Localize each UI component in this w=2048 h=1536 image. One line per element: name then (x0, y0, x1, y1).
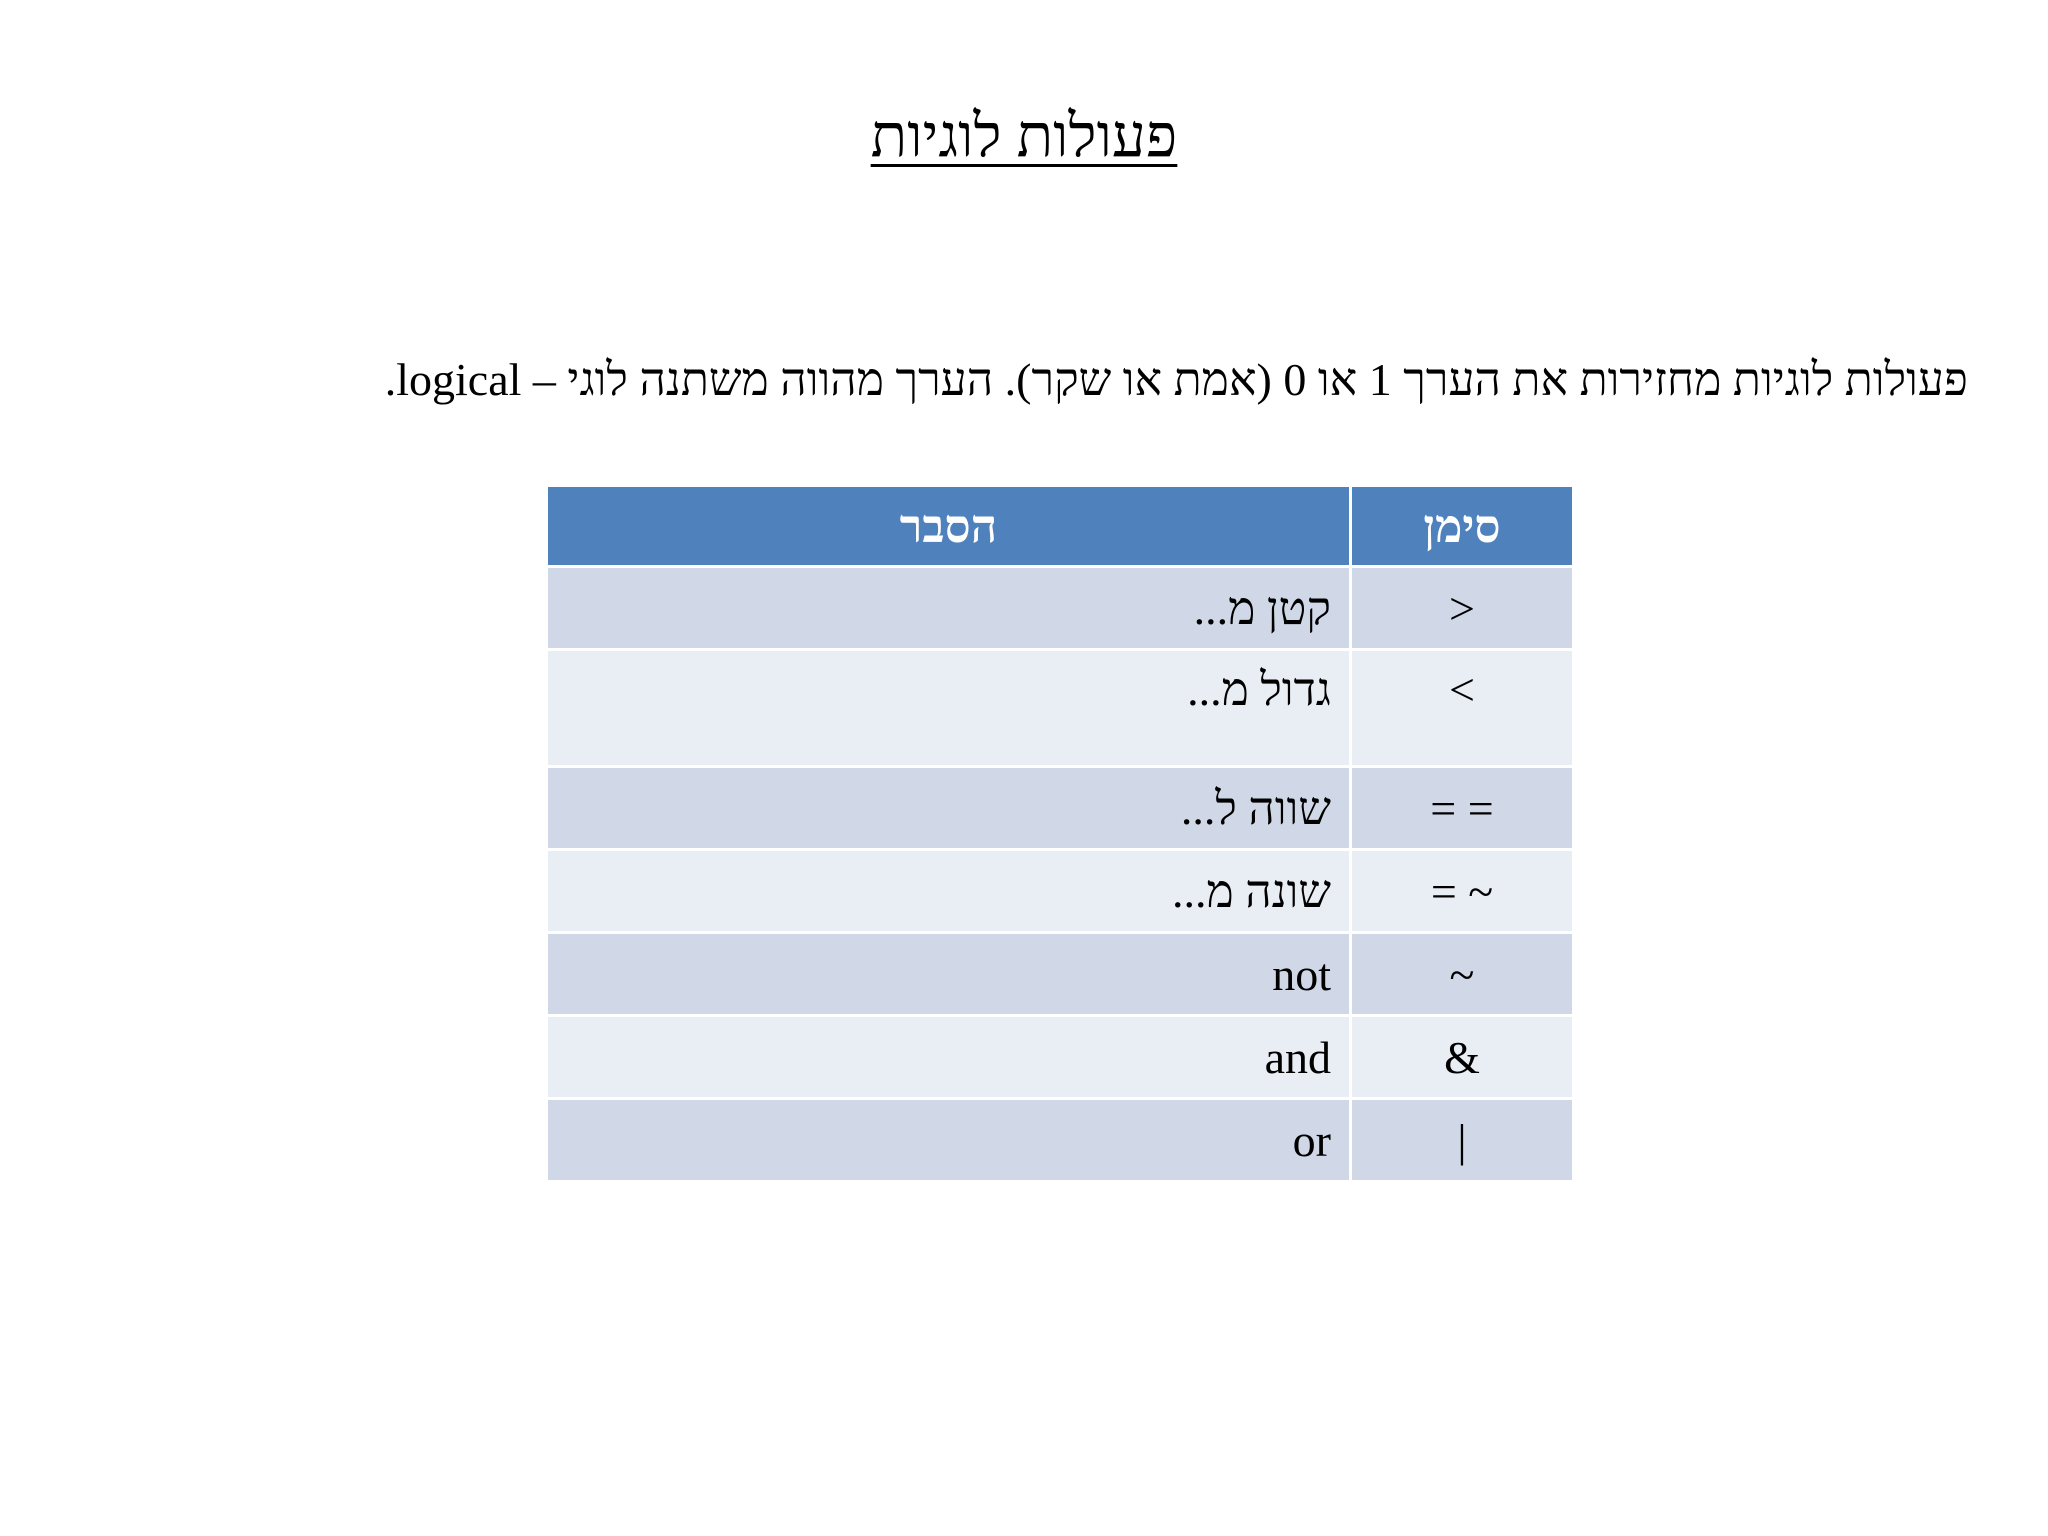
symbol-cell: = = (1351, 767, 1574, 850)
table-row (547, 767, 1574, 850)
explanation-cell: or (547, 1099, 1351, 1182)
slide-title: פעולות לוגיות (870, 103, 1178, 169)
symbol-cell: & (1351, 1016, 1574, 1099)
symbol-cell: ~ (1351, 933, 1574, 1016)
symbol-cell: < (1351, 567, 1574, 650)
header-explanation: הסבר (547, 486, 1351, 567)
logical-operators-table (545, 484, 1575, 1183)
intro-text: פעולות לוגיות מחזירות את הערך 1 או 0 (אמת או שקר). הערך מהווה משתנה לוגי – logical. (384, 354, 1968, 405)
table-row (547, 1099, 1574, 1182)
table-row (547, 1016, 1574, 1099)
table-row (547, 933, 1574, 1016)
table-row (547, 650, 1574, 767)
table-row (547, 567, 1574, 650)
table-header-row (547, 486, 1574, 567)
symbol-cell: > (1351, 650, 1574, 767)
explanation-cell: not (547, 933, 1351, 1016)
explanation-cell: שונה מ... (547, 850, 1351, 933)
explanation-cell: גדול מ... (547, 650, 1351, 767)
explanation-cell: and (547, 1016, 1351, 1099)
explanation-cell: קטן מ... (547, 567, 1351, 650)
explanation-cell: שווה ל... (547, 767, 1351, 850)
header-symbol: סימן (1351, 486, 1574, 567)
symbol-cell: ~ = (1351, 850, 1574, 933)
table-row (547, 850, 1574, 933)
symbol-cell: | (1351, 1099, 1574, 1182)
